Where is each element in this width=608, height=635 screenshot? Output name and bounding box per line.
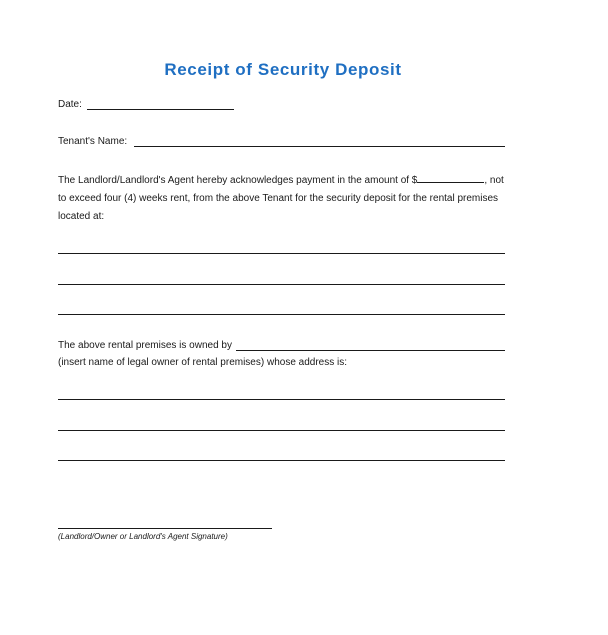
premises-address-line-1[interactable] <box>58 253 505 254</box>
date-field-line[interactable] <box>87 109 234 110</box>
acknowledgement-paragraph <box>58 172 510 226</box>
acknowledgement-line-1-text <box>58 172 504 190</box>
owned-by-label: The above rental premises is owned by <box>58 340 232 351</box>
acknowledgement-line-1-end: , not <box>484 175 504 186</box>
signature-caption: (Landlord/Owner or Landlord's Agent Signature) <box>58 532 228 541</box>
amount-field-line[interactable] <box>417 173 484 183</box>
premises-address-line-3[interactable] <box>58 314 505 315</box>
acknowledgement-line-1 <box>58 172 510 190</box>
tenant-name-label: Tenant's Name: <box>58 136 128 147</box>
owner-address-line-2[interactable] <box>58 430 505 431</box>
owner-address-line-1[interactable] <box>58 399 505 400</box>
acknowledgement-line-2 <box>58 190 510 208</box>
owner-name-field-line[interactable] <box>236 350 505 351</box>
acknowledgement-line-1-start: The Landlord/Landlord's Agent hereby acknowledges payment in the amount of $ <box>58 175 418 186</box>
owner-note: (insert name of legal owner of rental premises) whose address is: <box>58 357 348 368</box>
tenant-name-field-line[interactable] <box>134 146 505 147</box>
owner-address-line-3[interactable] <box>58 460 505 461</box>
document-title: Receipt of Security Deposit <box>164 60 402 79</box>
date-label: Date: <box>58 99 82 110</box>
premises-address-line-2[interactable] <box>58 284 505 285</box>
signature-field-line[interactable] <box>58 528 272 529</box>
acknowledgement-line-3: located at: <box>58 211 105 222</box>
acknowledgement-line-2-text: to exceed four (4) weeks rent, from the above Tenant for the security deposit for the rental premises <box>58 193 499 204</box>
